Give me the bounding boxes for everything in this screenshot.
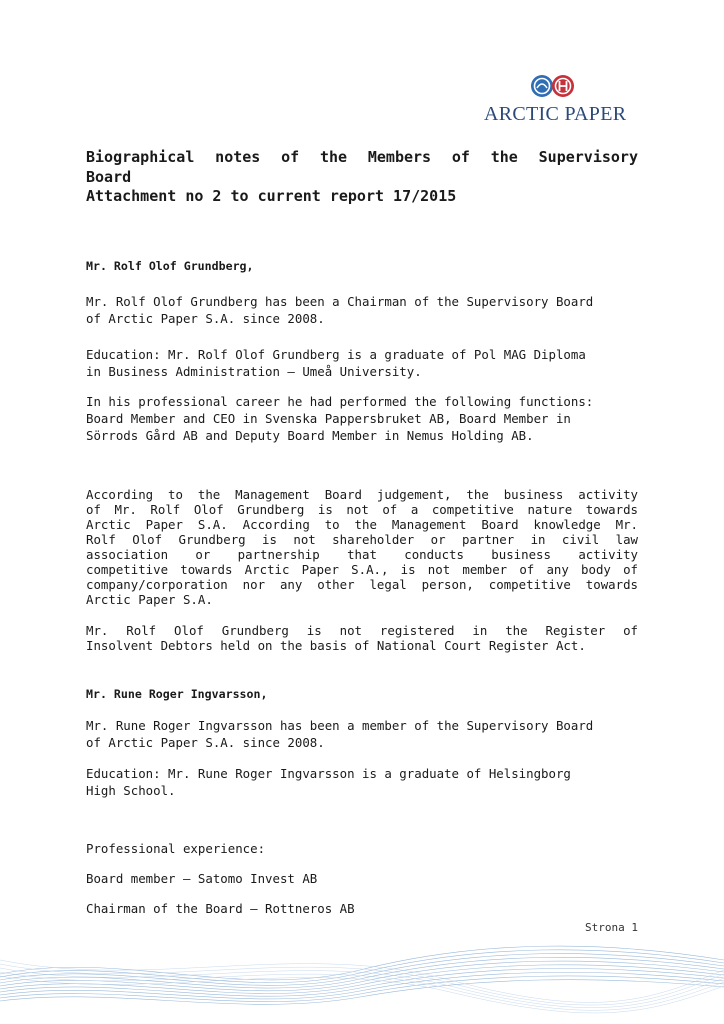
logo-emblem-icon (530, 70, 576, 102)
text-line: Mr. Rune Roger Ingvarsson has been a member of the Supervisory Board (86, 718, 594, 733)
text-line: of Arctic Paper S.A. since 2008. (86, 311, 325, 326)
page-number: Strona 1 (585, 921, 638, 934)
decorative-waves-icon (0, 930, 724, 1024)
logo-wordmark: ARCTIC PAPER (484, 103, 627, 125)
text-line: In his professional career he had performed the following functions: (86, 394, 594, 409)
text-line: of Mr. Rolf Olof Grundberg is not of a competitive nature towards (86, 502, 638, 517)
person-2-name: Mr. Rune Roger Ingvarsson, (86, 687, 268, 701)
title-word: Members (367, 148, 432, 166)
title-word: the (319, 148, 348, 166)
person-1-register (86, 623, 638, 653)
person-2-education (86, 765, 638, 799)
person-2-experience-item: Chairman of the Board – Rottneros AB (86, 901, 355, 916)
text-line: Mr. Rolf Olof Grundberg is not registered in the Register of (86, 623, 638, 638)
title-word: of (451, 148, 470, 166)
text-line: competitive towards Arctic Paper S.A., is not member of any body of (86, 562, 638, 577)
text-line: of Arctic Paper S.A. since 2008. (86, 735, 325, 750)
text-line: Education: Mr. Rune Roger Ingvarsson is a graduate of Helsingborg (86, 766, 571, 781)
text-line: Rolf Olof Grundberg is not shareholder or partner in civil law (86, 532, 638, 547)
text-line: in Business Administration – Umeå University. (86, 364, 422, 379)
title-word: of (281, 148, 300, 166)
text-line: company/corporation nor any other legal person, competitive towards (86, 577, 638, 592)
title-line-1 (86, 148, 638, 168)
document-title (86, 148, 638, 207)
title-word: the (490, 148, 518, 166)
text-line: Board Member and CEO in Svenska Pappersbruket AB, Board Member in (86, 411, 571, 426)
text-line: Mr. Rolf Olof Grundberg has been a Chairman of the Supervisory Board (86, 294, 594, 309)
person-1-judgement (86, 487, 638, 607)
title-line-3: Attachment no 2 to current report 17/2015 (86, 187, 457, 205)
text-line: Arctic Paper S.A. (86, 592, 213, 607)
text-line: Education: Mr. Rolf Olof Grundberg is a graduate of Pol MAG Diploma (86, 347, 586, 362)
person-2-experience-item: Board member – Satomo Invest AB (86, 871, 318, 886)
text-line: Insolvent Debtors held on the basis of National Court Register Act. (86, 638, 586, 653)
person-1-name: Mr. Rolf Olof Grundberg, (86, 259, 254, 273)
text-line: association or partnership that conducts business activity (86, 547, 638, 562)
company-logo (484, 70, 626, 126)
text-line: High School. (86, 783, 176, 798)
title-word: notes (215, 148, 261, 166)
title-line-2: Board (86, 167, 132, 186)
person-1-career (86, 393, 638, 444)
person-2-role (86, 717, 638, 751)
title-word: Supervisory (538, 148, 638, 166)
text-line: Sörrods Gård AB and Deputy Board Member in Nemus Holding AB. (86, 428, 534, 443)
text-line: Arctic Paper S.A. According to the Management Board knowledge Mr. (86, 517, 638, 532)
person-2-experience-heading: Professional experience: (86, 841, 266, 856)
person-1-education (86, 346, 638, 380)
title-word: Biographical (86, 148, 195, 166)
person-1-role (86, 293, 638, 327)
text-line: According to the Management Board judgement, the business activity (86, 487, 638, 502)
